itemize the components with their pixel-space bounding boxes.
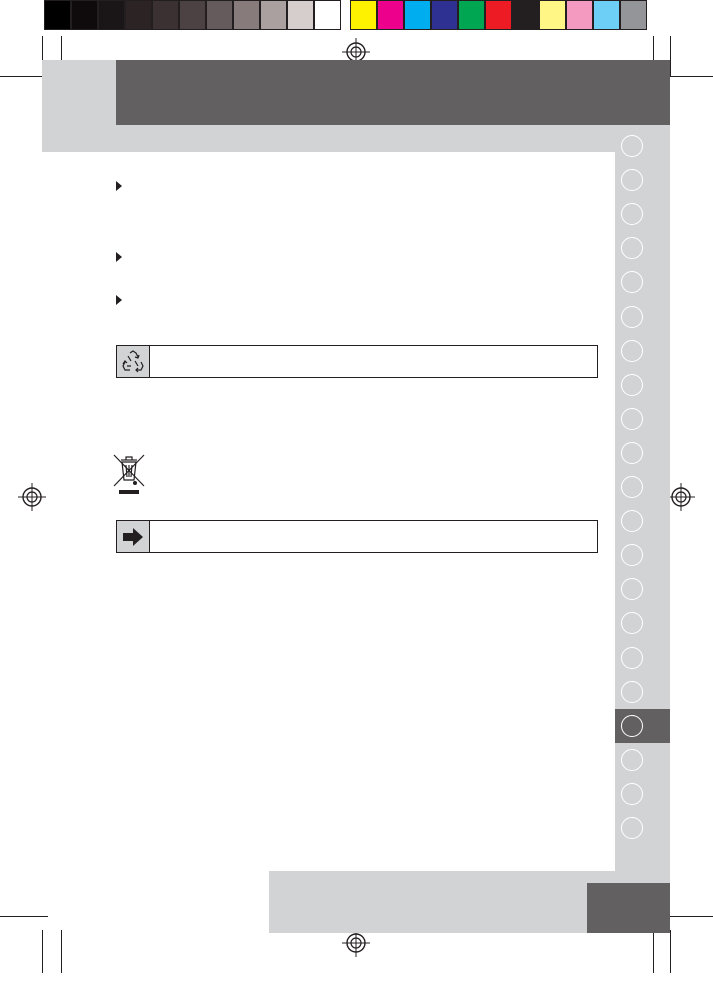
- color-swatch: [179, 0, 206, 30]
- language-tab[interactable]: [621, 442, 643, 464]
- arrow-note-box: [116, 520, 598, 553]
- language-tab[interactable]: [621, 169, 643, 191]
- color-swatch: [431, 0, 458, 30]
- color-swatch: [125, 0, 152, 30]
- color-swatch: [350, 0, 377, 30]
- color-swatch: [206, 0, 233, 30]
- color-swatch: [377, 0, 404, 30]
- recycle-icon: [119, 348, 147, 376]
- color-swatch: [566, 0, 593, 30]
- language-tab[interactable]: [621, 715, 643, 737]
- color-swatch: [512, 0, 539, 30]
- color-swatch: [620, 0, 647, 30]
- recycle-note-box: [116, 345, 598, 378]
- language-tab[interactable]: [621, 306, 643, 328]
- recycle-icon-cell: [117, 346, 150, 377]
- color-swatch: [71, 0, 98, 30]
- color-swatch: [314, 0, 341, 30]
- bullet-marker: [116, 181, 122, 191]
- color-swatch: [287, 0, 314, 30]
- language-tab[interactable]: [621, 510, 643, 532]
- language-tab[interactable]: [621, 476, 643, 498]
- color-swatch: [98, 0, 125, 30]
- color-swatch: [404, 0, 431, 30]
- registration-mark-left: [18, 483, 46, 511]
- color-swatch: [44, 0, 71, 30]
- language-tab[interactable]: [621, 340, 643, 362]
- registration-mark-right: [667, 483, 695, 511]
- color-swatch: [539, 0, 566, 30]
- arrow-icon-cell: [117, 521, 150, 552]
- color-swatch: [593, 0, 620, 30]
- color-swatch: [458, 0, 485, 30]
- registration-mark-bottom: [342, 929, 370, 957]
- page-number-box: [587, 883, 670, 933]
- language-tab[interactable]: [621, 135, 643, 157]
- bullet-marker: [116, 252, 122, 262]
- language-tab[interactable]: [621, 374, 643, 396]
- language-tab[interactable]: [621, 817, 643, 839]
- language-tab[interactable]: [621, 783, 643, 805]
- color-swatch: [485, 0, 512, 30]
- language-tab[interactable]: [621, 749, 643, 771]
- header-title-bar: [116, 60, 670, 125]
- crossed-out-bin-icon: [110, 452, 148, 496]
- language-tab[interactable]: [621, 408, 643, 430]
- language-tab[interactable]: [621, 681, 643, 703]
- color-swatch: [152, 0, 179, 30]
- arrow-right-icon: [121, 527, 145, 547]
- bullet-marker: [116, 295, 122, 305]
- color-swatch: [233, 0, 260, 30]
- color-swatch: [260, 0, 287, 30]
- language-tab[interactable]: [621, 647, 643, 669]
